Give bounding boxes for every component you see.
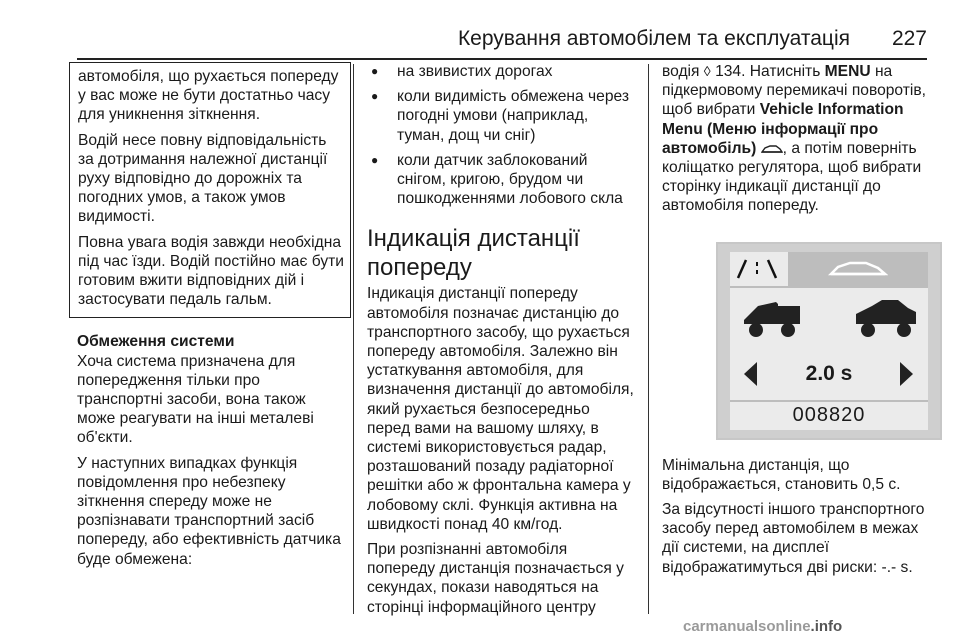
intro-ref-page: 134. Натисніть: [715, 63, 821, 80]
header-rule: [77, 58, 927, 60]
watermark-suffix: .info: [810, 618, 843, 635]
limit-paragraph-2: У наступних випадках функція повідомлення про небезпеку зіткнення спереду може не розпізнавати транспортний засіб попереду, або ефективність датчика буде обмежена:: [77, 454, 341, 568]
list-item: ● коли датчик заблокований снігом, кригою, брудом чи пошкодженнями лобового скла: [367, 151, 635, 209]
note-paragraph: Повна увага водія завжди необхідна під час їзди. Водій постійно має бути готовим вжити відповідних дій і застосувати педаль гальм.: [78, 233, 344, 309]
warning-note-box: [69, 62, 351, 318]
column-1: [77, 62, 345, 575]
intro-text-b: на підкермовому перемикачі поворотів, щоб вибрати: [662, 63, 926, 119]
column-divider-1: [353, 64, 354, 614]
menu-name: Vehicle Information Menu (Меню інформації про автомобіль): [662, 101, 904, 157]
intro-text-a: водія: [662, 63, 700, 80]
display-separator: [730, 400, 928, 402]
display-tab-active: [788, 252, 928, 286]
note-paragraph: Водій несе повну відповідальність за дотримання належної дистанції руху відповідно до дорожніх та погодних умов, а також умов видимості.: [78, 131, 328, 226]
page-number: 227: [891, 27, 927, 50]
distance-display-illustration: [716, 242, 942, 440]
display-screen: [730, 252, 928, 430]
limit-paragraph-1: Хоча система призначена для попередження тільки про транспортні засоби, вона також може реагувати на інші металеві об'єкти.: [77, 352, 314, 447]
display-distance-value: 2.0 s: [805, 361, 853, 385]
lane-icon: [734, 258, 780, 280]
column-divider-2: [648, 64, 649, 614]
condition-list: [367, 62, 635, 208]
section-paragraph-1: Індикація дистанції попереду автомобіля позначає дистанцію до транспортного засобу, що рухається попереду автомобіля. Залежно він устаткування автомобіля, для визначення дистанції до автомобіля, який рухається безпосередньо перед вами на вашому шляху, в системі використовується радар, розташований позаду радіаторної решітки або ж фронтальна камера у лобовому склі. Функція активна на швидкості понад 40 км/год.: [367, 285, 634, 533]
section-paragraph-2: При розпізнанні автомобіля попереду дистанція позначається у секундах, покази наводяться на сторінці інформаційного центру: [367, 541, 624, 616]
front-car-icon: [852, 298, 918, 342]
note-paragraph: автомобіля, що рухається попереду у вас може не бути достатньо часу для уникнення зіткнення.: [78, 68, 339, 124]
column-3: [662, 62, 930, 583]
section-heading: Індикація дистанції попереду: [367, 225, 580, 282]
car-side-icon: [828, 258, 888, 280]
header-title: Керування автомобілем та експлуатація: [457, 27, 850, 50]
caption-paragraph-2: За відсутності іншого транспортного засобу перед автомобілем в межах дії системи, на дисплеї відображатимуться дві риски: -.- s.: [662, 501, 925, 576]
intro-paragraph: [662, 62, 930, 216]
column-2: [367, 62, 635, 623]
caption-paragraph-1: Мінімальна дистанція, що відображається, становить 0,5 с.: [662, 456, 901, 493]
rear-car-icon: [742, 298, 802, 342]
display-frame: [718, 244, 940, 438]
watermark: [683, 618, 842, 635]
page-header: [0, 0, 960, 58]
watermark-text: carmanualsonline: [683, 618, 811, 635]
limit-heading: Обмеження системи: [77, 333, 235, 351]
menu-button-label: MENU: [824, 63, 871, 80]
display-top-bar: [730, 252, 928, 286]
display-odometer: 008820: [792, 403, 866, 426]
page-reference-icon: ◊: [703, 63, 711, 79]
list-item: ● коли видимість обмежена через погодні умови (наприклад, туман, дощ чи сніг): [367, 87, 635, 145]
car-outline-icon: [761, 143, 783, 155]
intro-text-c: , а потім поверніть коліщатко регулятора, щоб вибрати сторінку індикації дистанції до автомобіля попереду.: [662, 139, 922, 215]
display-separator: [730, 286, 928, 288]
list-item: ● на звивистих дорогах: [367, 62, 635, 81]
